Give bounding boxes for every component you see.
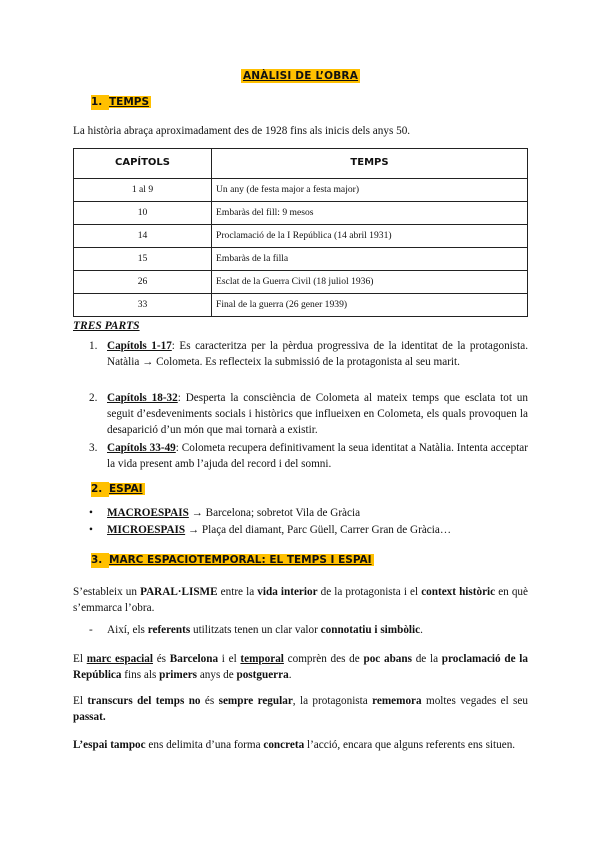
list-item-text: : Es caracteritza per la pèrdua progressiva de la identitat de la protagonista. Natàlia → Colometa. Es reflecteix la submissió de la protagonista al seu marit. [107, 340, 528, 368]
list-item-label: Capítols 33-49 [107, 442, 176, 454]
list-item-text: : Colometa recupera definitivament la seua identitat a Natàlia. Intenta acceptar la vida present amb l’ajuda del record i del somni. [107, 442, 528, 470]
list-item-text: → Plaça del diamant, Parc Güell, Carrer Gran de Gràcia… [185, 524, 452, 536]
table-cell-time: Final de la guerra (26 gener 1939) [212, 294, 528, 317]
table-cell-chapter: 10 [74, 202, 212, 225]
section-heading-marc: 3. MARC ESPACIOTEMPORAL: EL TEMPS I ESPAI [91, 554, 372, 566]
list-item [89, 441, 528, 473]
transcurs-paragraph: El transcurs del temps no és sempre regular, la protagonista rememora moltes vegades el seu passat. [73, 695, 528, 723]
table-row [74, 179, 528, 202]
table-header-row [74, 149, 528, 179]
table-cell-time: Embaràs del fill: 9 mesos [212, 202, 528, 225]
list-item-label: MACROESPAIS [107, 507, 189, 519]
intro-paragraph: La història abraça aproximadament des de 1928 fins als inicis dels anys 50. [73, 125, 411, 137]
list-item [89, 339, 528, 371]
table-cell-time: Un any (de festa major a festa major) [212, 179, 528, 202]
list-item-label: Capítols 1-17 [107, 340, 172, 352]
marc-paragraph: El marc espacial és Barcelona i el temporal comprèn des de poc abans de la proclamació de la República fins als primers anys de postguerra. [73, 653, 528, 681]
table-cell-time: Proclamació de la I República (14 abril 1931) [212, 225, 528, 248]
list-marker: 1. [89, 340, 98, 352]
table-cell-chapter: 33 [74, 294, 212, 317]
section-heading-temps: 1. TEMPS [91, 96, 150, 108]
list-item [89, 391, 528, 439]
tres-parts-heading: TRES PARTS [73, 320, 140, 332]
table-cell-time: Esclat de la Guerra Civil (18 juliol 1936) [212, 271, 528, 294]
list-item: - Així, els referents utilitzats tenen un clar valor connotatiu i simbòlic. [107, 623, 528, 639]
section-heading-espai: 2. ESPAI [91, 483, 143, 495]
table-row [74, 294, 528, 317]
table-cell-chapter: 14 [74, 225, 212, 248]
table-row [74, 225, 528, 248]
table-row [74, 271, 528, 294]
table-cell-chapter: 26 [74, 271, 212, 294]
list-marker: 2. [89, 392, 98, 404]
table-header-capitols: CAPÍTOLS [74, 149, 212, 179]
table-row [74, 248, 528, 271]
list-item-label: Capítols 18-32 [107, 392, 178, 404]
espai-paragraph: L’espai tampoc ens delimita d’una forma concreta l’acció, encara que alguns referents ens situen. [73, 739, 516, 751]
bullet-marker: • [89, 524, 93, 536]
list-item [89, 523, 528, 539]
bullet-marker: • [89, 507, 93, 519]
table-cell-time: Embaràs de la filla [212, 248, 528, 271]
list-item-text: : Desperta la consciència de Colometa al mateix temps que esclata tot un seguit d’esdeveniments socials i històrics que influeixen en Colometa, els quals provoquen la desaparició d’un món que mai tornarà a existir. [107, 392, 528, 436]
dash-marker: - [89, 624, 93, 636]
paralelisme-paragraph: S’estableix un PARAL·LISME entre la vida interior de la protagonista i el context històric en què s’emmarca l’obra. [73, 586, 528, 614]
list-marker: 3. [89, 442, 98, 454]
chapters-table [73, 148, 528, 317]
table-row [74, 202, 528, 225]
list-item-text: → Barcelona; sobretot Vila de Gràcia [188, 507, 361, 519]
document-title: ANÀLISI DE L’OBRA [242, 70, 359, 82]
list-item-label: MICROESPAIS [107, 524, 186, 536]
table-header-temps: TEMPS [212, 149, 528, 179]
table-cell-chapter: 1 al 9 [74, 179, 212, 202]
list-item [89, 506, 528, 522]
table-cell-chapter: 15 [74, 248, 212, 271]
